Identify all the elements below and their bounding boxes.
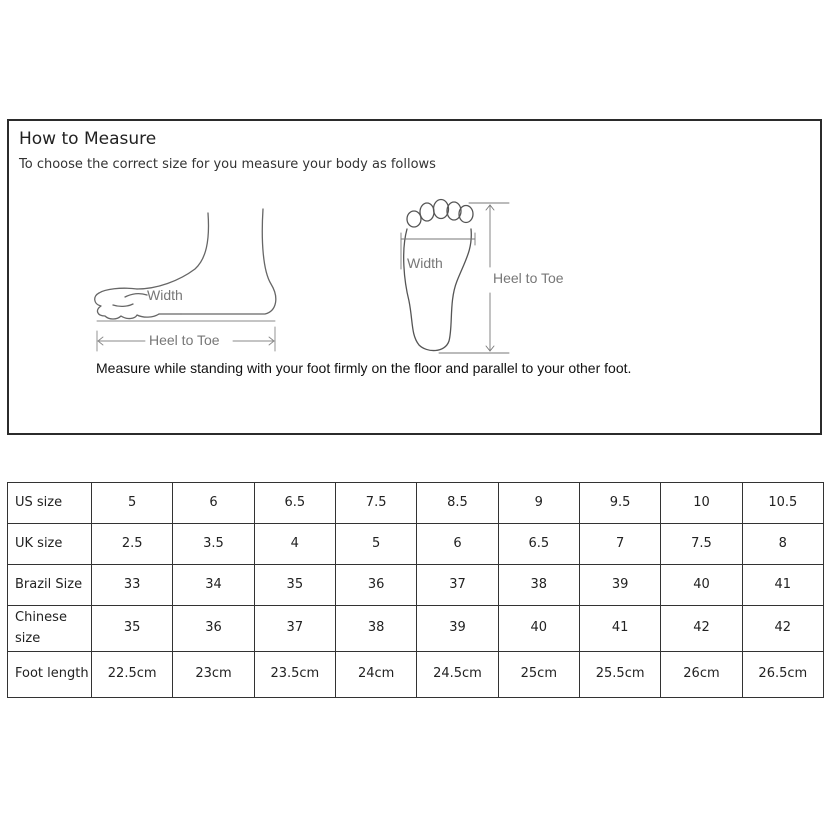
table-cell: 40 bbox=[498, 606, 579, 652]
table-cell: 23cm bbox=[173, 652, 254, 698]
table-cell: 33 bbox=[92, 565, 173, 606]
sole-width-label: Width bbox=[407, 255, 443, 271]
table-row-foot-length bbox=[8, 652, 824, 698]
table-cell: 5 bbox=[92, 483, 173, 524]
table-cell: 36 bbox=[335, 565, 416, 606]
table-cell: 42 bbox=[661, 606, 742, 652]
table-cell: 26cm bbox=[661, 652, 742, 698]
row-header: US size bbox=[8, 483, 92, 524]
table-cell: 7 bbox=[579, 524, 660, 565]
table-cell: 22.5cm bbox=[92, 652, 173, 698]
table-cell: 9.5 bbox=[579, 483, 660, 524]
table-cell: 41 bbox=[742, 565, 823, 606]
table-cell: 6.5 bbox=[254, 483, 335, 524]
table-cell: 37 bbox=[254, 606, 335, 652]
row-header: Brazil Size bbox=[8, 565, 92, 606]
table-row-uk-size bbox=[8, 524, 824, 565]
table-cell: 5 bbox=[335, 524, 416, 565]
table-cell: 6 bbox=[173, 483, 254, 524]
table-cell: 2.5 bbox=[92, 524, 173, 565]
table-cell: 37 bbox=[417, 565, 498, 606]
table-row-us-size bbox=[8, 483, 824, 524]
measure-instruction: Measure while standing with your foot firmly on the floor and parallel to your other foot. bbox=[96, 360, 632, 376]
table-cell: 39 bbox=[579, 565, 660, 606]
table-cell: 25.5cm bbox=[579, 652, 660, 698]
side-width-label: Width bbox=[147, 287, 183, 303]
foot-measure-illustration bbox=[9, 121, 820, 433]
table-cell: 40 bbox=[661, 565, 742, 606]
table-cell: 10 bbox=[661, 483, 742, 524]
table-cell: 34 bbox=[173, 565, 254, 606]
table-cell: 6 bbox=[417, 524, 498, 565]
row-header: Foot length bbox=[8, 652, 92, 698]
table-cell: 36 bbox=[173, 606, 254, 652]
table-cell: 39 bbox=[417, 606, 498, 652]
table-cell: 41 bbox=[579, 606, 660, 652]
sole-length-label: Heel to Toe bbox=[493, 270, 564, 286]
table-cell: 7.5 bbox=[661, 524, 742, 565]
table-cell: 8 bbox=[742, 524, 823, 565]
table-cell: 6.5 bbox=[498, 524, 579, 565]
measure-title: How to Measure bbox=[19, 129, 157, 149]
table-cell: 8.5 bbox=[417, 483, 498, 524]
table-cell: 24.5cm bbox=[417, 652, 498, 698]
table-cell: 9 bbox=[498, 483, 579, 524]
table-cell: 24cm bbox=[335, 652, 416, 698]
table-cell: 35 bbox=[92, 606, 173, 652]
table-cell: 42 bbox=[742, 606, 823, 652]
table-cell: 7.5 bbox=[335, 483, 416, 524]
row-header: Chinese size bbox=[8, 606, 92, 652]
how-to-measure-panel bbox=[7, 119, 822, 435]
side-length-label: Heel to Toe bbox=[149, 332, 220, 348]
table-cell: 38 bbox=[498, 565, 579, 606]
foot-side-view-icon bbox=[95, 209, 276, 351]
table-cell: 35 bbox=[254, 565, 335, 606]
table-cell: 4 bbox=[254, 524, 335, 565]
row-header: UK size bbox=[8, 524, 92, 565]
table-cell: 23.5cm bbox=[254, 652, 335, 698]
table-cell: 25cm bbox=[498, 652, 579, 698]
size-chart-table bbox=[7, 482, 824, 698]
table-cell: 26.5cm bbox=[742, 652, 823, 698]
table-row-brazil-size bbox=[8, 565, 824, 606]
table-row-chinese-size bbox=[8, 606, 824, 652]
table-cell: 38 bbox=[335, 606, 416, 652]
measure-subtitle: To choose the correct size for you measure your body as follows bbox=[19, 157, 436, 172]
table-cell: 3.5 bbox=[173, 524, 254, 565]
table-cell: 10.5 bbox=[742, 483, 823, 524]
